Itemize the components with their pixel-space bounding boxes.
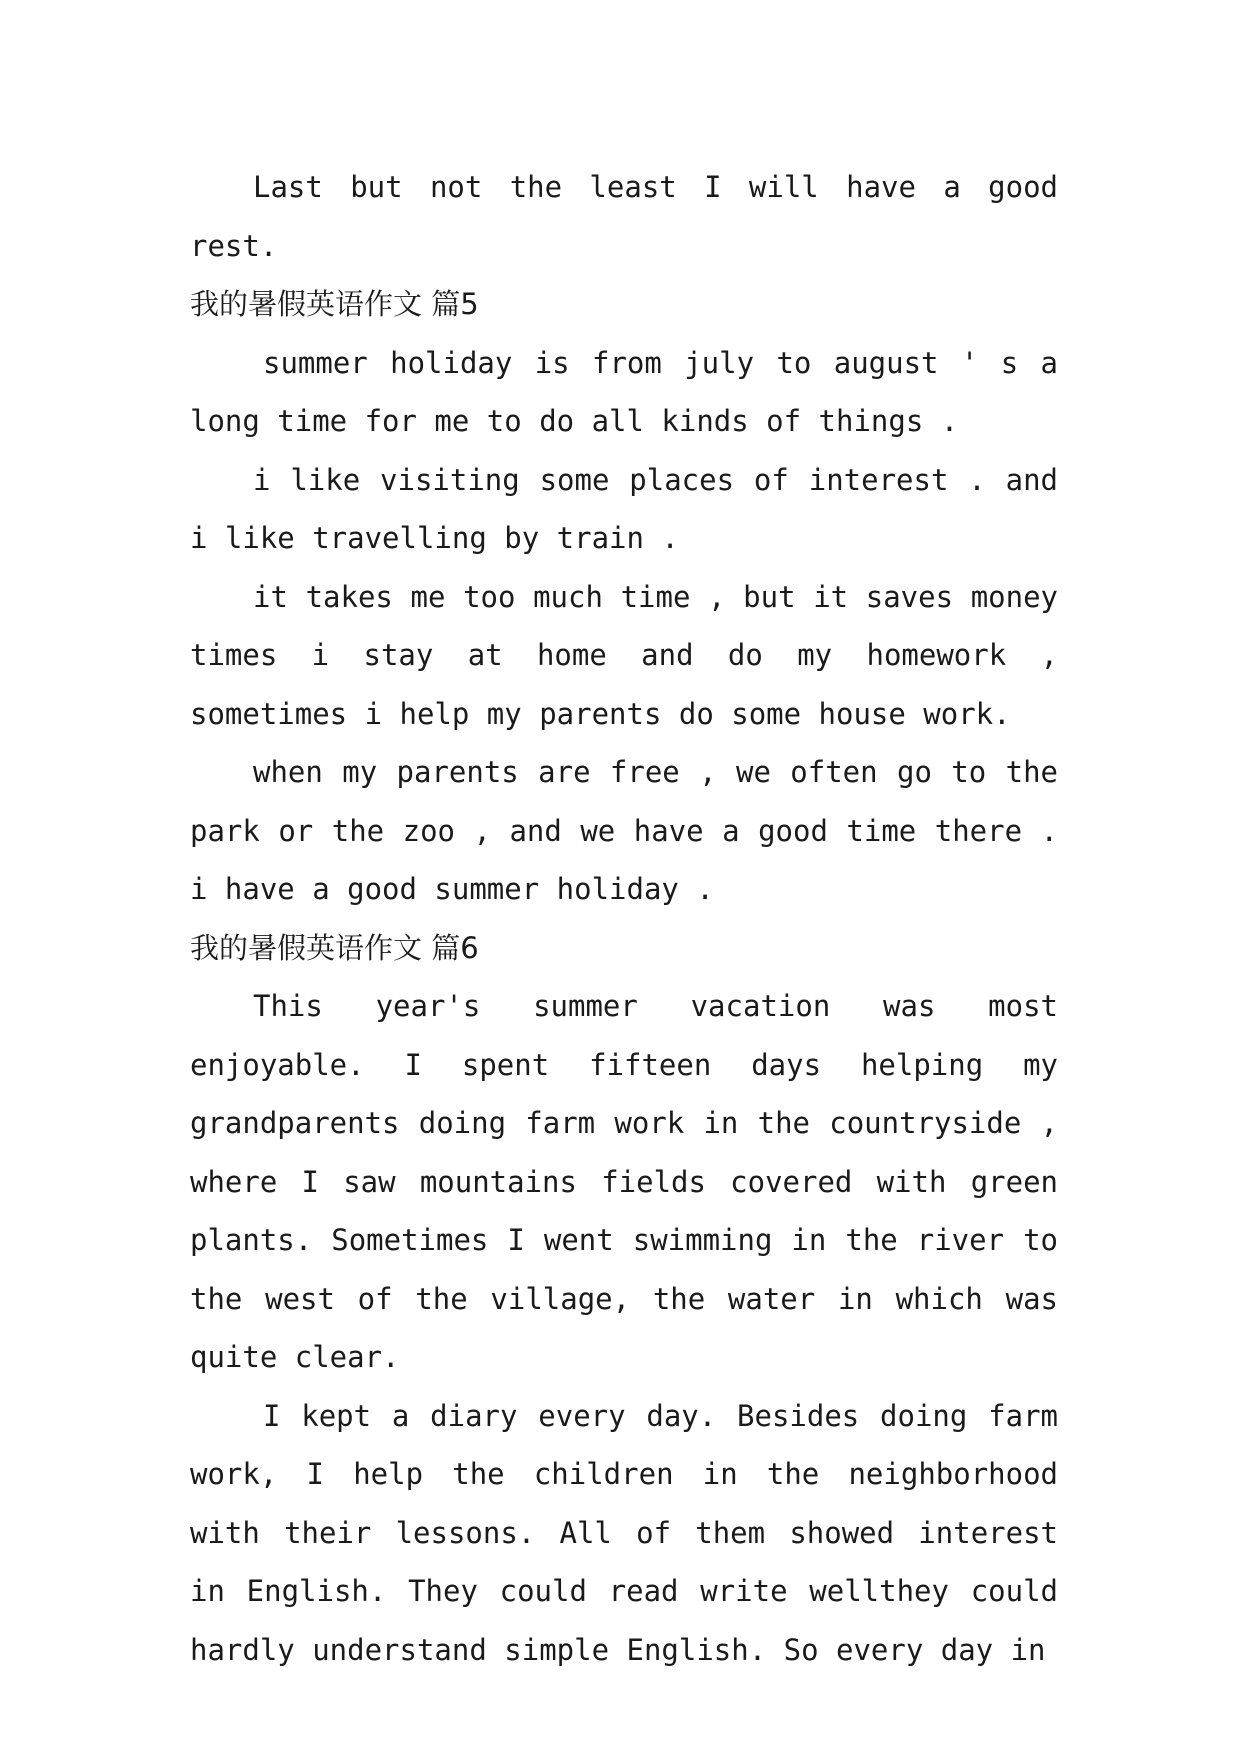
paragraph: it takes me too much time , but it saves money times i stay at home and do my homework , sometimes i help my parents do some house work. (190, 579, 1058, 731)
paragraph: i like visiting some places of interest . and i like travelling by train . (190, 462, 1058, 555)
paragraph: I kept a diary every day. Besides doing farm work, I help the children in the neighborhood with their lessons. All of them showed interest in English. They could read write wellthey could hardly understand simple English. So every day in (190, 1398, 1058, 1667)
paragraph: when my parents are free , we often go to the park or the zoo , and we have a good time there . i have a good summer holiday . (190, 755, 1058, 906)
paragraph: Last but not the least I will have a good rest. (190, 170, 1058, 263)
section-heading: 我的暑假英语作文 篇6 (190, 930, 479, 965)
paragraph: This year's summer vacation was most enjoyable. I spent fifteen days helping my grandparents doing farm work in the countryside , where I saw mountains fields covered with green plants. Sometimes I went swimming in the river to the west of the village, the water in which was quite clear. (190, 989, 1058, 1374)
section-heading: 我的暑假英语作文 篇5 (190, 287, 479, 321)
document-body (190, 158, 1058, 1679)
paragraph: summer holiday is from july to august ' s a long time for me to do all kinds of things . (190, 345, 1058, 438)
